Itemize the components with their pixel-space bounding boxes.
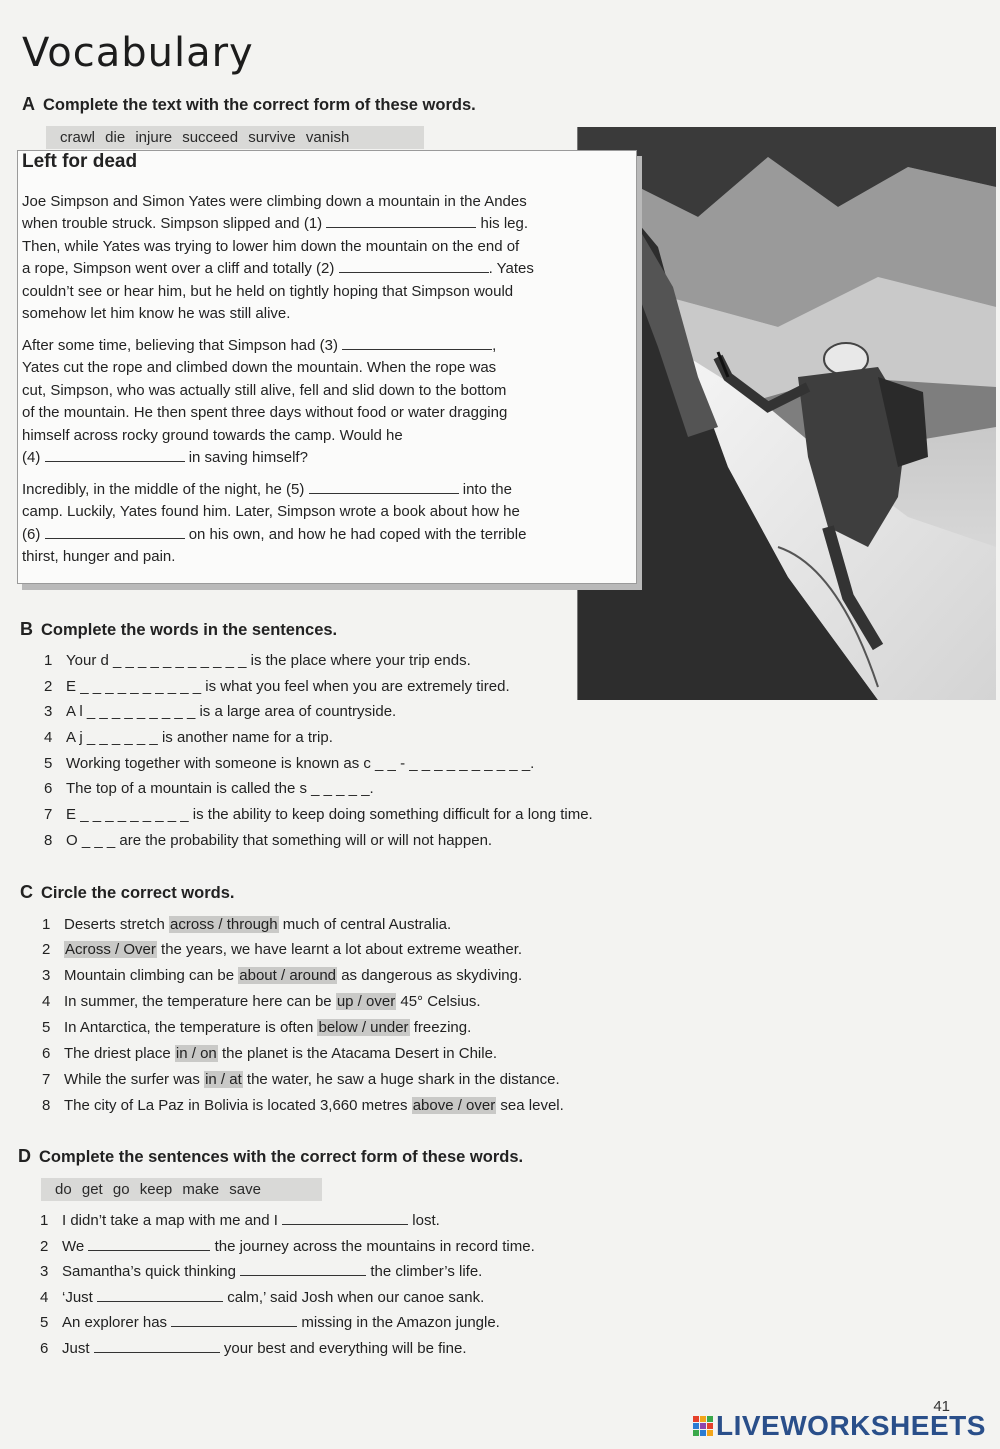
reading-text-box [17, 150, 637, 584]
text-segment: , [492, 337, 497, 354]
text-line: Joe Simpson and Simon Yates were climbing down a mountain in the Andes [22, 193, 527, 210]
list-item [42, 993, 481, 1010]
text-segment: in saving himself? [188, 449, 308, 467]
word-choice[interactable]: Across / Over [65, 941, 156, 958]
item-text: A l [66, 703, 83, 720]
answer-blank[interactable] [97, 1287, 223, 1302]
list-item [40, 1261, 482, 1280]
item-text: Just [62, 1340, 90, 1357]
item-text: . [369, 780, 374, 797]
word-choice[interactable]: up / over [336, 993, 396, 1010]
item-number: 4 [40, 1289, 49, 1306]
word-choice[interactable]: above / over [412, 1097, 496, 1114]
section-instruction: Complete the words in the sentences. [41, 621, 338, 639]
list-item [42, 941, 522, 958]
item-number: 3 [44, 703, 53, 720]
text-line-with-gap-2 [22, 258, 592, 280]
item-text: the planet is the Atacama Desert in Chile. [221, 1045, 498, 1062]
item-number: 3 [42, 967, 51, 984]
list-item [42, 1019, 471, 1036]
item-text: is a large area of countryside. [199, 703, 397, 720]
climber-photo [577, 127, 996, 700]
section-d-list [40, 1210, 640, 1360]
section-a-heading [22, 94, 476, 115]
text-segment: into the [462, 481, 512, 498]
item-text: In Antarctica, the temperature is often [64, 1019, 314, 1036]
section-letter: A [22, 94, 35, 114]
word-gap-input[interactable]: _ _ _ _ _ _ _ _ _ [80, 806, 189, 823]
word-gap-input[interactable]: _ _ _ _ _ _ _ _ _ _ [80, 678, 202, 695]
list-item [42, 916, 451, 933]
answer-blank-4[interactable] [45, 447, 185, 462]
answer-blank[interactable] [171, 1312, 297, 1327]
item-number: 3 [40, 1263, 49, 1280]
list-item [40, 1287, 484, 1306]
text-line-with-gap-6 [22, 524, 592, 546]
text-line: Then, while Yates was trying to lower him down the mountain on the end of [22, 237, 520, 255]
list-item [42, 1045, 497, 1062]
page-number: 41 [933, 1398, 950, 1415]
item-number: 5 [40, 1314, 49, 1331]
item-number: 7 [44, 806, 53, 823]
section-instruction: Complete the sentences with the correct form of these words. [39, 1148, 524, 1166]
item-number: 8 [44, 832, 53, 849]
item-text: the water, he saw a huge shark in the distance. [246, 1071, 560, 1088]
item-text: much of central Australia. [282, 916, 452, 933]
list-item [44, 652, 471, 669]
item-text: Your d [66, 652, 109, 669]
item-text: While the surfer was [64, 1071, 200, 1088]
item-text: the years, we have learnt a lot about extreme weather. [161, 941, 523, 958]
page-title: Vocabulary [22, 30, 254, 76]
answer-blank-5[interactable] [309, 479, 459, 494]
word-gap-input[interactable]: _ _ _ _ _ _ _ _ _ [86, 703, 196, 720]
item-number: 6 [40, 1340, 49, 1357]
section-d-heading [18, 1146, 523, 1167]
text-line: of the mountain. He then spent three days without food or water dragging [22, 404, 508, 422]
answer-blank[interactable] [240, 1261, 366, 1276]
item-text: is what you feel when you are extremely tired. [205, 678, 510, 695]
word-choice[interactable]: across / through [170, 916, 278, 933]
paragraph-1 [22, 191, 592, 325]
box-title: Left for dead [22, 151, 138, 172]
item-text: the climber’s life. [370, 1263, 483, 1280]
section-c-heading [20, 882, 234, 903]
list-item [42, 1071, 560, 1088]
item-text: lost. [412, 1212, 440, 1229]
text-line: camp. Luckily, Yates found him. Later, Simpson wrote a book about how he [22, 503, 520, 521]
list-item [44, 729, 333, 746]
text-segment: when trouble struck. Simpson slipped and (1) [22, 215, 323, 233]
item-number: 4 [42, 993, 51, 1010]
item-number: 4 [44, 729, 53, 746]
item-text: calm,’ said Josh when our canoe sank. [227, 1289, 485, 1306]
item-text: missing in the Amazon jungle. [301, 1314, 500, 1331]
paragraph-2 [22, 335, 592, 469]
list-item [44, 755, 534, 772]
text-segment: his leg. [480, 215, 529, 233]
text-line-with-gap-3 [22, 335, 592, 357]
answer-blank[interactable] [94, 1338, 220, 1353]
word-choice[interactable]: in / on [175, 1045, 217, 1062]
text-line: cut, Simpson, who was actually still alive, fell and slid down to the bottom [22, 381, 507, 399]
item-number: 6 [42, 1045, 51, 1062]
word-gap-input[interactable]: _ _ _ _ _ [311, 780, 370, 797]
item-text: sea level. [500, 1097, 564, 1114]
word-gap-input[interactable]: _ _ _ [81, 832, 116, 849]
item-text: is the place where your trip ends. [250, 652, 471, 669]
item-text: Samantha’s quick thinking [62, 1263, 236, 1280]
text-line-with-gap-1 [22, 213, 592, 235]
item-text: I didn’t take a map with me and I [62, 1212, 278, 1229]
text-line: somehow let him know he was still alive. [22, 305, 291, 323]
text-line-with-gap-5 [22, 479, 592, 501]
item-text: In summer, the temperature here can be [64, 993, 332, 1010]
section-b-list [44, 652, 664, 862]
item-text: E [66, 806, 77, 823]
text-segment: a rope, Simpson went over a cliff and totally (2) [22, 260, 335, 278]
mountain-climber-image [578, 127, 996, 700]
section-letter: C [20, 882, 33, 902]
text-line: himself across rocky ground towards the camp. Would he [22, 426, 403, 444]
text-segment: Incredibly, in the middle of the night, he (5) [22, 481, 305, 498]
item-text: We [62, 1238, 85, 1255]
word-choice[interactable]: below / under [318, 1019, 409, 1036]
text-segment: After some time, believing that Simpson had (3) [22, 337, 338, 354]
list-item [44, 806, 593, 823]
item-text: . [530, 755, 535, 772]
text-line-with-gap-4 [22, 447, 592, 469]
answer-blank[interactable] [88, 1236, 210, 1251]
text-segment: (4) [22, 449, 41, 467]
item-number: 2 [42, 941, 51, 958]
item-number: 1 [42, 916, 51, 933]
item-text: 45° Celsius. [400, 993, 481, 1010]
item-text: E [66, 678, 77, 695]
word-gap-input[interactable]: _ _ - _ _ _ _ _ _ _ _ _ _ [375, 755, 531, 772]
section-c-list [42, 916, 662, 1126]
word-gap-input[interactable]: _ _ _ _ _ _ [86, 729, 158, 746]
answer-blank[interactable] [282, 1210, 408, 1225]
list-item [44, 678, 510, 695]
paragraph-3 [22, 479, 592, 569]
item-number: 2 [40, 1238, 49, 1255]
item-number: 5 [42, 1019, 51, 1036]
item-text: your best and everything will be fine. [223, 1340, 467, 1357]
list-item [44, 780, 374, 797]
item-number: 5 [44, 755, 53, 772]
brand-text: LIVEWORKSHEETS [716, 1410, 986, 1441]
item-number: 1 [40, 1212, 49, 1229]
item-text: Deserts stretch [64, 916, 165, 933]
list-item [42, 967, 522, 984]
item-text: Mountain climbing can be [64, 967, 235, 984]
item-text: The city of La Paz in Bolivia is located 3,660 metres [64, 1097, 408, 1114]
text-segment: on his own, and how he had coped with the terrible [188, 525, 527, 543]
liveworksheets-logo-icon [692, 1412, 714, 1434]
item-text: A j [66, 729, 83, 746]
word-gap-input[interactable]: _ _ _ _ _ _ _ _ _ _ _ [113, 652, 247, 669]
answer-blank-2[interactable] [339, 258, 489, 273]
list-item [40, 1338, 467, 1357]
item-text: as dangerous as skydiving. [341, 967, 523, 984]
text-segment: (6) [22, 525, 41, 543]
list-item [40, 1312, 500, 1331]
word-choice[interactable]: in / at [205, 1071, 242, 1088]
item-text: O [66, 832, 78, 849]
text-line: couldn’t see or hear him, but he held on tightly hoping that Simpson would [22, 282, 514, 300]
liveworksheets-brand[interactable] [692, 1410, 986, 1442]
item-text: ‘Just [62, 1289, 93, 1306]
list-item [44, 832, 492, 849]
item-number: 2 [44, 678, 53, 695]
list-item [44, 703, 396, 720]
item-text: Working together with someone is known as c [66, 755, 371, 772]
section-b-heading [20, 619, 337, 640]
answer-blank-1[interactable] [326, 213, 476, 228]
word-bank-a: crawl die injure succeed survive vanish [46, 126, 424, 149]
list-item [40, 1210, 440, 1229]
item-text: is another name for a trip. [161, 729, 333, 746]
item-number: 6 [44, 780, 53, 797]
word-choice[interactable]: about / around [239, 967, 337, 984]
item-text: are the probability that something will or will not happen. [119, 832, 493, 849]
section-instruction: Complete the text with the correct form of these words. [43, 96, 476, 114]
section-instruction: Circle the correct words. [41, 884, 235, 902]
text-segment: . Yates [488, 260, 534, 278]
item-text: is the ability to keep doing something difficult for a long time. [192, 806, 593, 823]
text-line: Yates cut the rope and climbed down the mountain. When the rope was [22, 359, 497, 377]
text-line: thirst, hunger and pain. [22, 548, 176, 566]
item-number: 7 [42, 1071, 51, 1088]
item-text: The top of a mountain is called the s [66, 780, 307, 797]
item-text: An explorer has [62, 1314, 168, 1331]
item-number: 1 [44, 652, 53, 669]
item-text: freezing. [413, 1019, 472, 1036]
answer-blank-3[interactable] [342, 335, 492, 350]
item-text: the journey across the mountains in record time. [214, 1238, 535, 1255]
item-text: The driest place [64, 1045, 171, 1062]
list-item [40, 1236, 535, 1255]
section-letter: B [20, 619, 33, 639]
word-bank-d: do get go keep make save [41, 1178, 322, 1201]
list-item [42, 1097, 564, 1114]
section-letter: D [18, 1146, 31, 1166]
item-number: 8 [42, 1097, 51, 1114]
answer-blank-6[interactable] [45, 524, 185, 539]
